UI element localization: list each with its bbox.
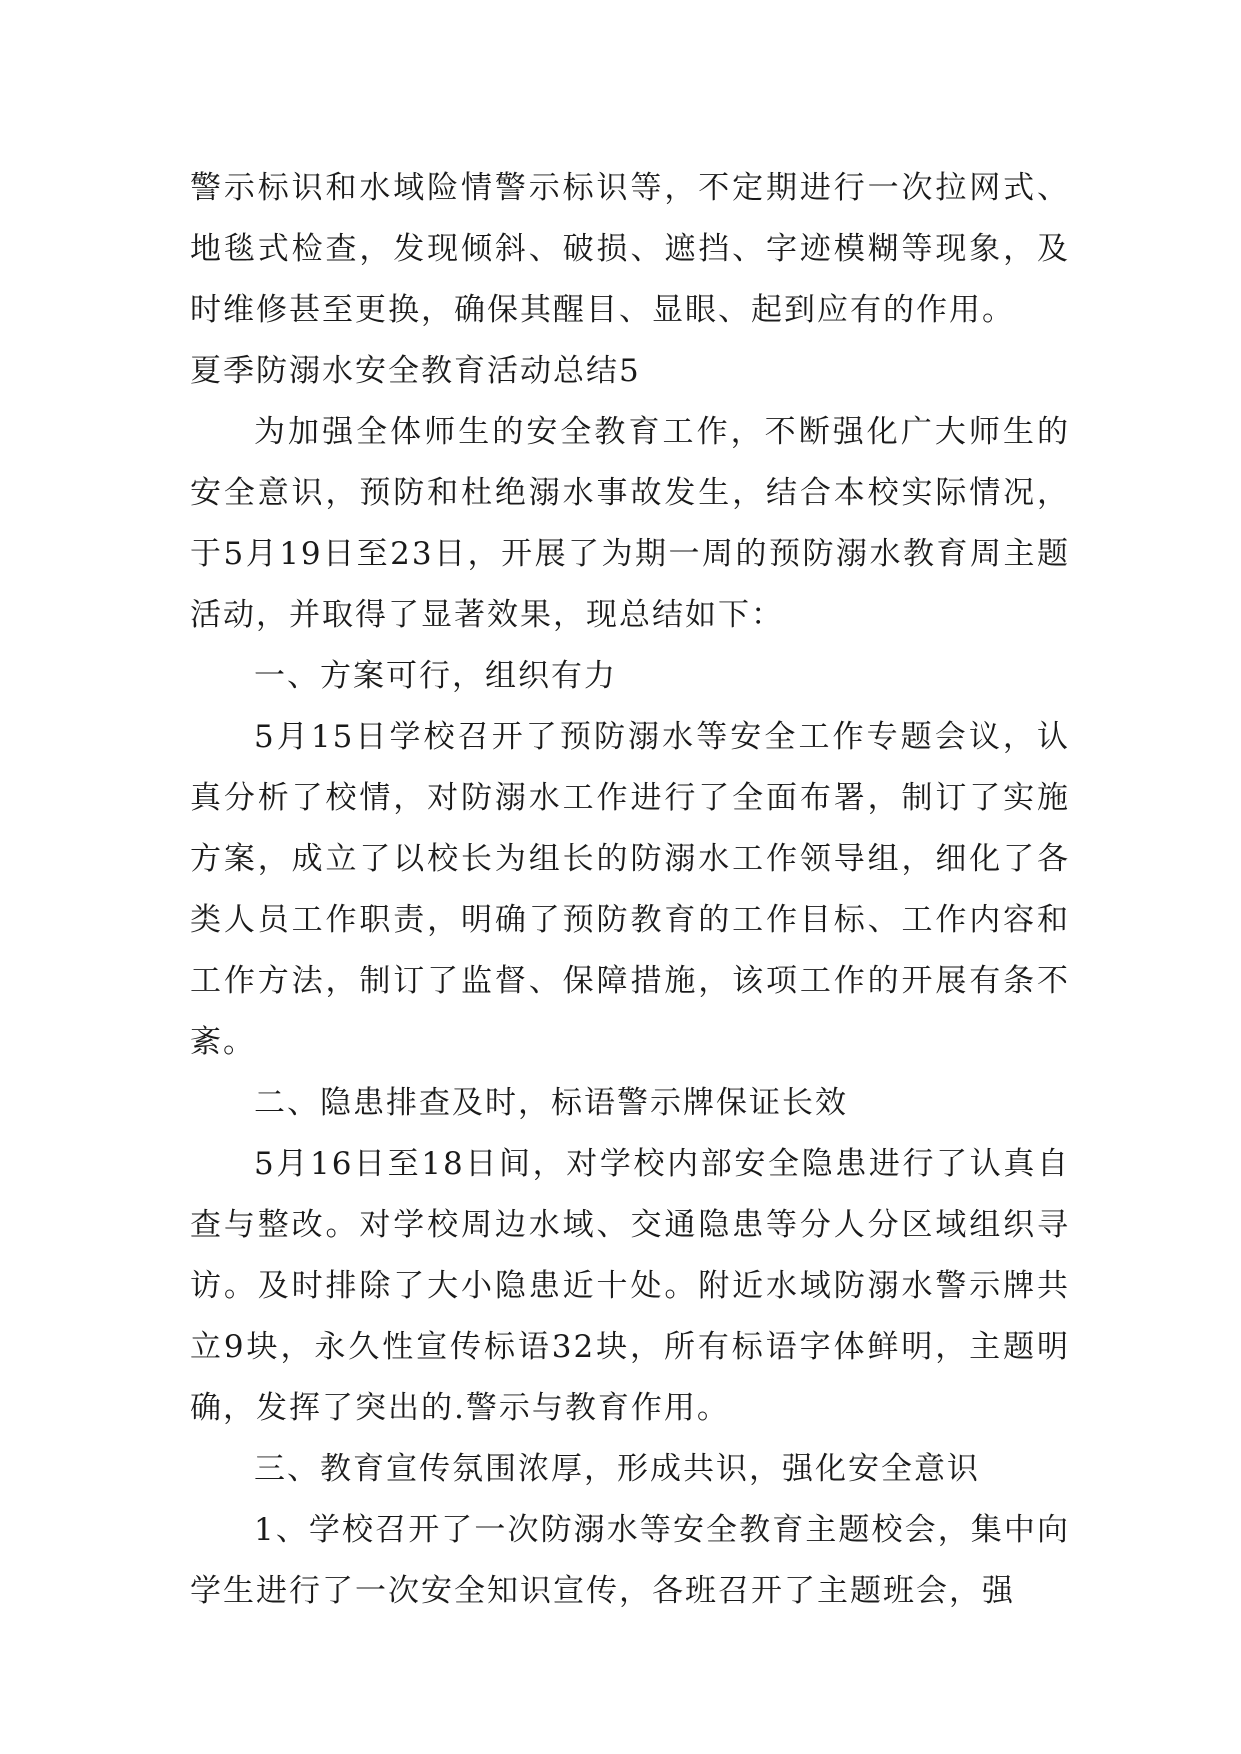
section-heading-3: 三、教育宣传氛围浓厚，形成共识，强化安全意识 (254, 1451, 980, 1487)
article-title: 夏季防溺水安全教育活动总结5 (190, 353, 641, 389)
document-body (190, 158, 1070, 1622)
section-1-paragraph: 5月15日学校召开了预防溺水等安全工作专题会议，认真分析了校情，对防溺水工作进行了全面布署，制订了实施方案，成立了以校长为组长的防溺水工作领导组，细化了各类人员工作职责，明确了预防教育的工作目标、工作内容和工作方法，制订了监督、保障措施，该项工作的开展有条不紊。 (190, 719, 1070, 1060)
section-3-paragraph: 1、学校召开了一次防溺水等安全教育主题校会，集中向学生进行了一次安全知识宣传，各班召开了主题班会，强 (190, 1512, 1070, 1609)
paragraph-continuation: 警示标识和水域险情警示标识等，不定期进行一次拉网式、地毯式检查，发现倾斜、破损、遮挡、字迹模糊等现象，及时维修甚至更换，确保其醒目、显眼、起到应有的作用。 (190, 170, 1070, 328)
intro-paragraph: 为加强全体师生的安全教育工作，不断强化广大师生的安全意识，预防和杜绝溺水事故发生，结合本校实际情况，于5月19日至23日，开展了为期一周的预防溺水教育周主题活动，并取得了显著效果，现总结如下： (190, 414, 1070, 633)
section-heading-1: 一、方案可行，组织有力 (254, 658, 617, 694)
section-heading-2: 二、隐患排查及时，标语警示牌保证长效 (254, 1085, 848, 1121)
section-2-paragraph: 5月16日至18日间，对学校内部安全隐患进行了认真自查与整改。对学校周边水域、交通隐患等分人分区域组织寻访。及时排除了大小隐患近十处。附近水域防溺水警示牌共立9块，永久性宣传标语32块，所有标语字体鲜明，主题明确，发挥了突出的.警示与教育作用。 (190, 1146, 1070, 1426)
